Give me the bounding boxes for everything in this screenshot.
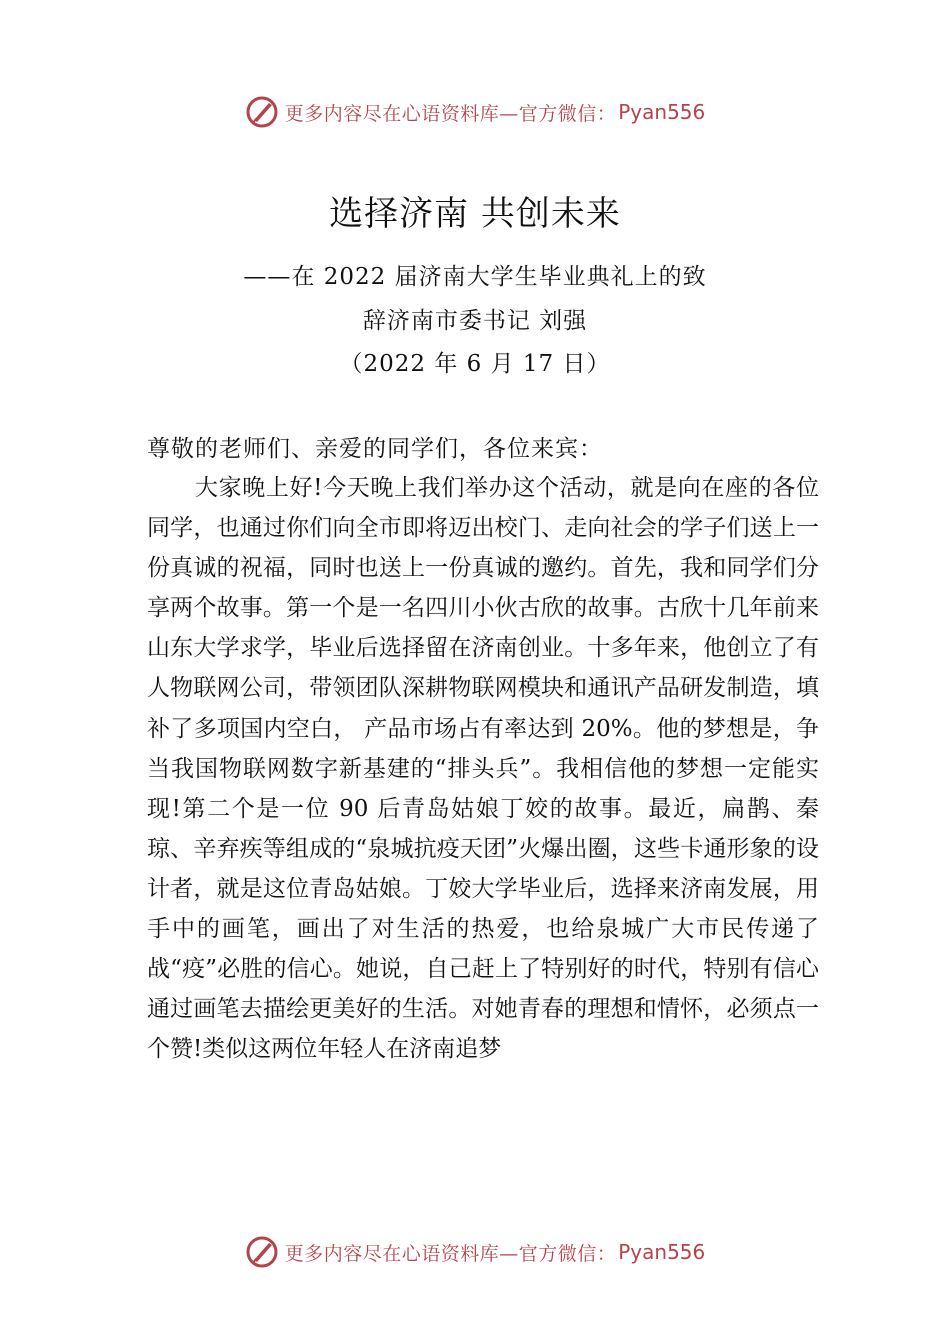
banner-wechat-id: Pyan556 [618, 1240, 706, 1264]
banner-wechat-id: Pyan556 [618, 100, 706, 124]
quill-seal-icon [245, 1235, 279, 1269]
subtitle-line-2: 辞济南市委书记 刘强 [362, 308, 588, 334]
header-banner [0, 92, 950, 132]
footer-banner [0, 1232, 950, 1272]
banner-text: 更多内容尽在心语资料库—官方微信： [284, 102, 617, 125]
banner-text: 更多内容尽在心语资料库—官方微信： [284, 1242, 617, 1265]
body-paragraph: 大家晚上好!今天晚上我们举办这个活动，就是向在座的各位同学，也通过你们向全市即将迈出校门、走向社会的学子们送上一份真诚的祝福，同时也送上一份真诚的邀约。首先，我和同学们分享两个故事。第一个是一名四川小伙古欣的故事。古欣十几年前来山东大学求学，毕业后选择留在济南创业。十多年来，他创立了有人物联网公司，带领团队深耕物联网模块和通讯产品研发制造，填补了多项国内空白， 产品市场占有率达到 20%。他的梦想是，争当我国物联网数字新基建的“排头兵”。我相信他的梦想一定能实现!第二个是一位 90 后青岛姑娘丁姣的故事。最近，扁鹊、秦琼、辛弃疾等组成的“泉城抗疫天团”火爆出圈，这些卡通形象的设计者，就是这位青岛姑娘。丁姣大学毕业后，选择来济南发展，用手中的画笔，画出了对生活的热爱，也给泉城广大市民传递了战“疫”必胜的信心。她说，自己赶上了特别好的时代，特别有信心通过画笔去描绘更美好的生活。对她青春的理想和情怀，必须点一个赞!类似这两位年轻人在济南追梦 [147, 475, 819, 1063]
date-line: （2022 年 6 月 17 日） [339, 351, 611, 377]
salutation: 尊敬的老师们、亲爱的同学们，各位来宾： [147, 436, 603, 462]
quill-seal-icon [245, 95, 279, 129]
subtitle-line-1: ——在 2022 届济南大学生毕业典礼上的致 [243, 264, 707, 290]
page-title: 选择济南 共创未来 [329, 194, 621, 234]
